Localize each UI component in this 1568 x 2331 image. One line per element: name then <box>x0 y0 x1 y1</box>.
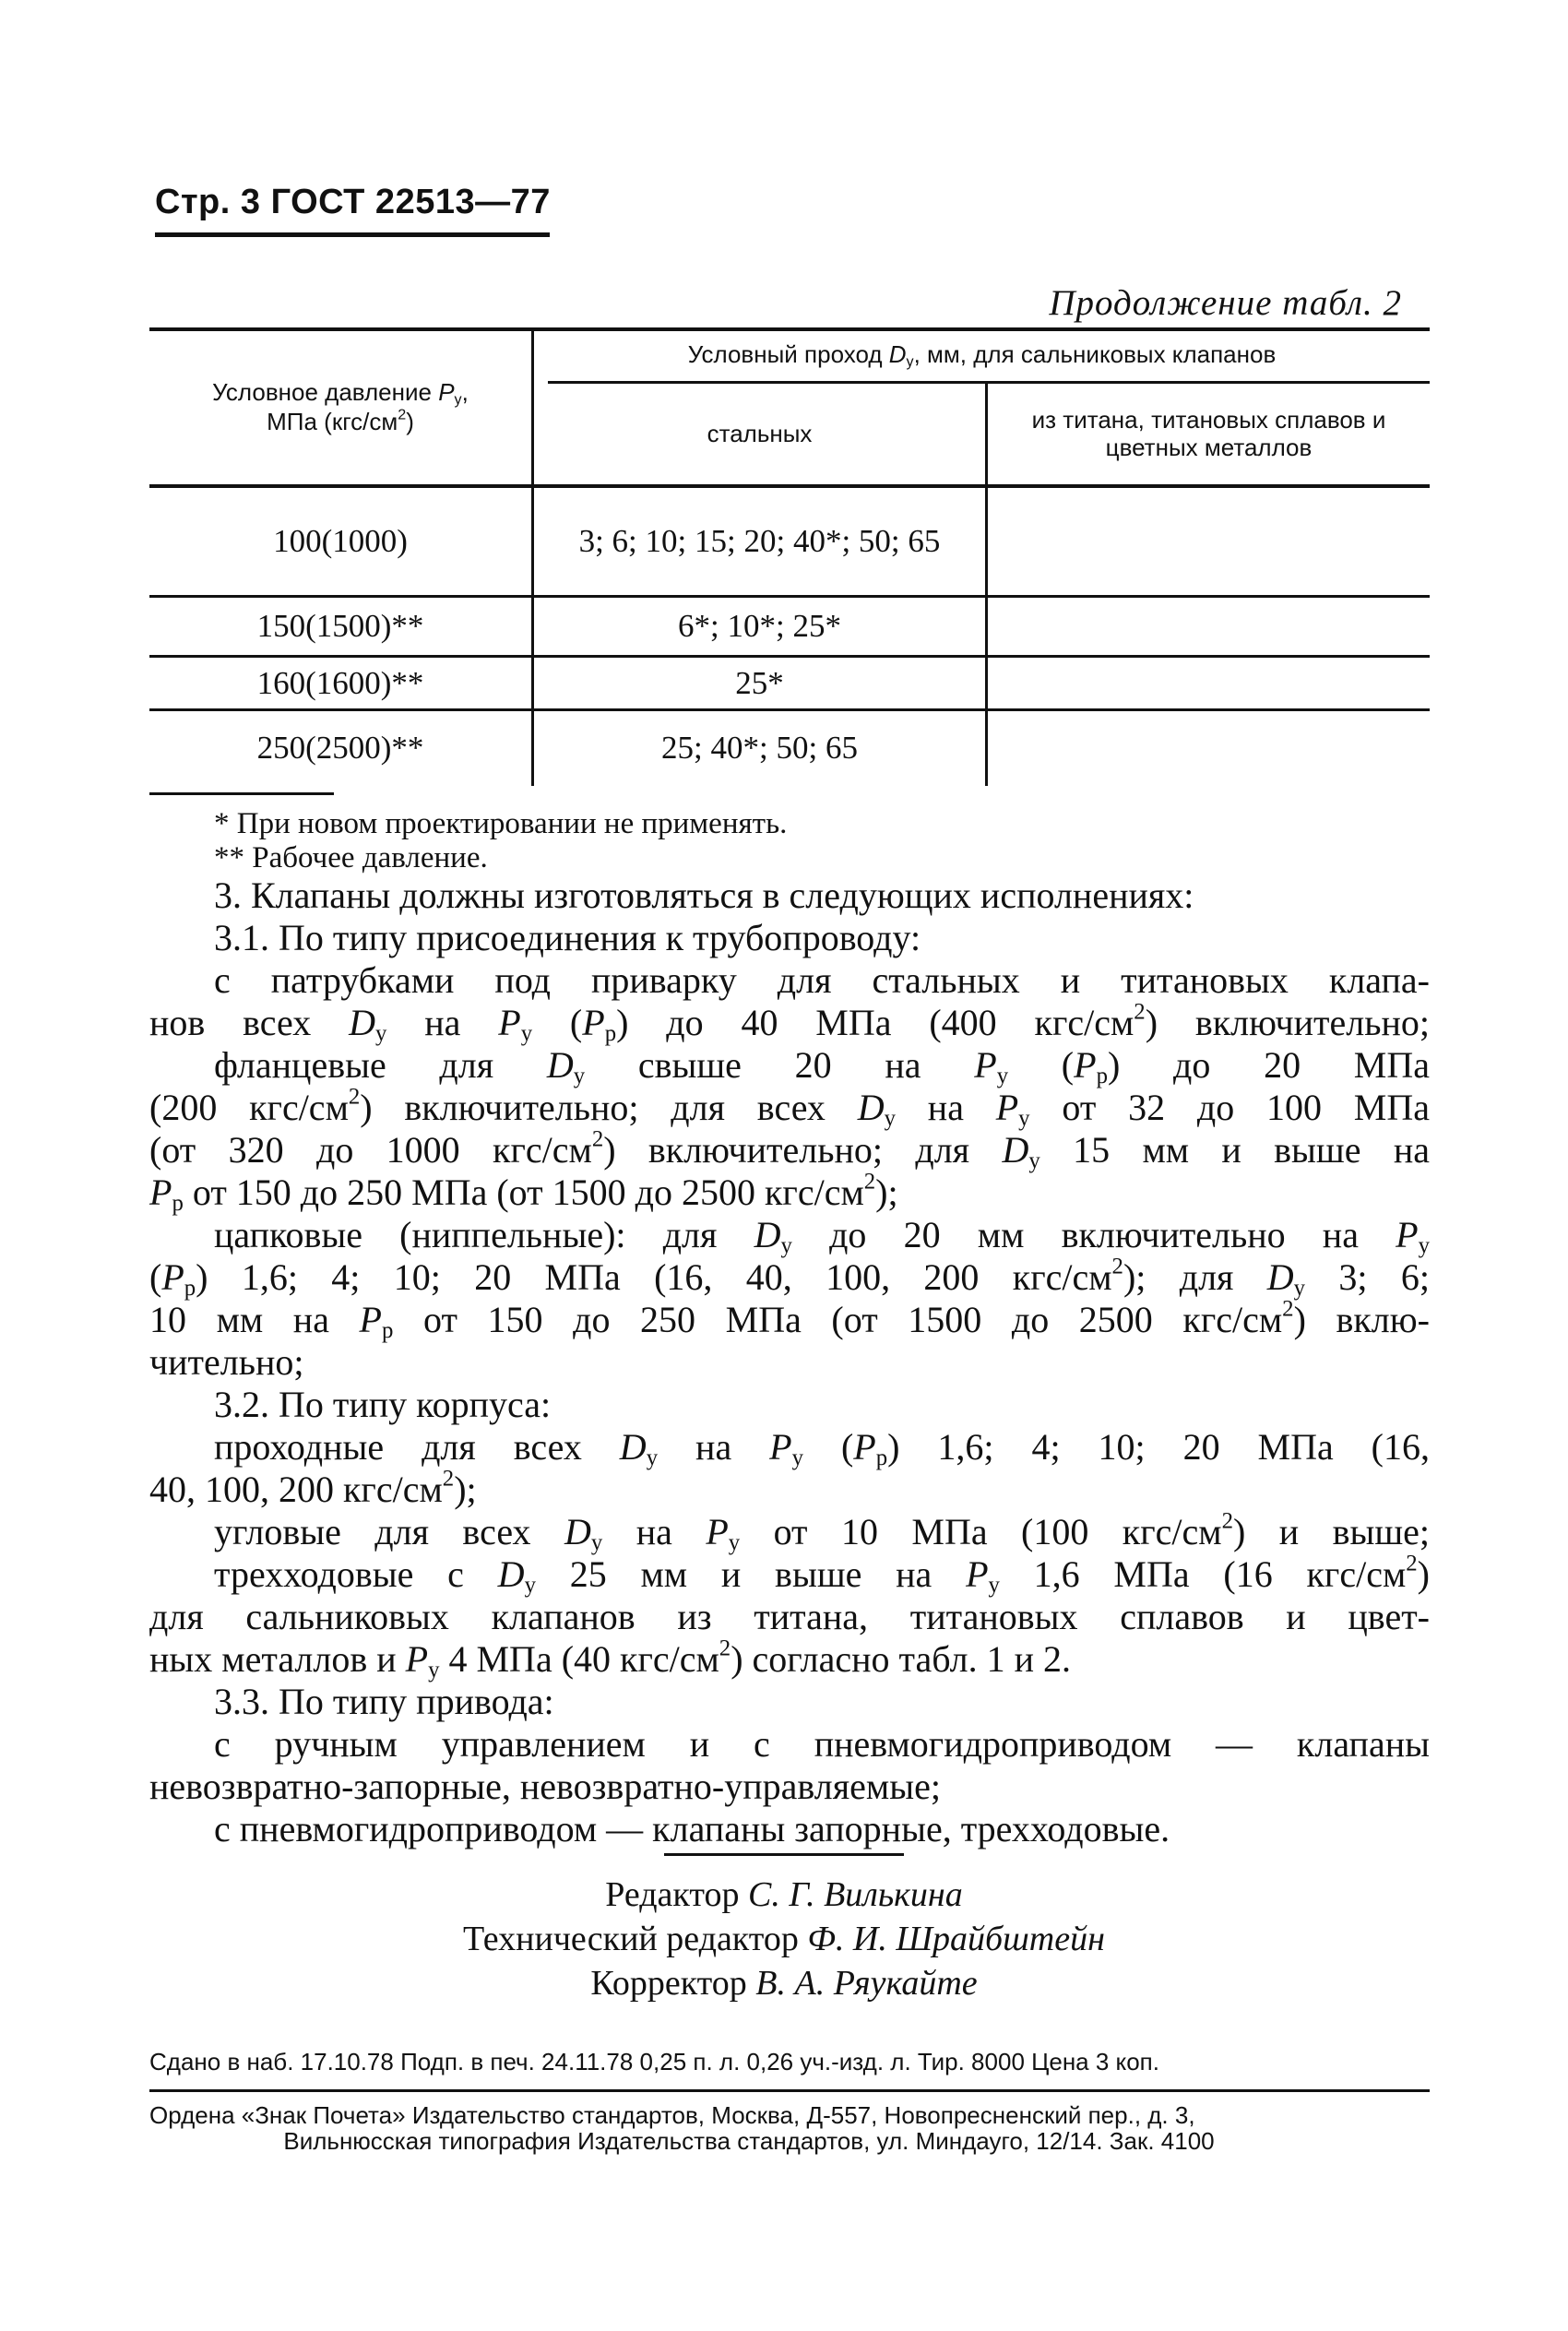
col-header-bore-group: Условный проход $D_у$, мм, для сальниковых клапанов <box>687 340 1277 371</box>
paragraph-line: для сальниковых клапанов из титана, титановых сплавов и цвет- <box>149 1596 1430 1637</box>
section-3-3-heading: 3.3. По типу привода: <box>214 1681 554 1722</box>
paragraph-line: проходные для всех $D_у$ на $P_у$ $(P_р)$ 1,6; 4; 10; 20 МПа (16, <box>214 1426 1431 1471</box>
credit-role: Редактор <box>605 1875 740 1914</box>
credit-corrector <box>0 1963 1568 2004</box>
imprint-rule <box>149 2089 1430 2092</box>
footnote-not-applicable: * При новом проектировании не применять. <box>214 807 788 840</box>
imprint-printer: Вильнюсская типография Издательства стандартов, ул. Миндауго, 12/14. Зак. 4100 <box>283 2127 1215 2155</box>
table-row-steel: 3; 6; 10; 15; 20; 40*; 50; 65 <box>578 523 941 559</box>
header-rule <box>155 232 550 237</box>
table-row-steel: 6*; 10*; 25* <box>678 608 841 644</box>
paragraph-line: цапковые (ниппельные): для $D_у$ до 20 мм включительно на $P_у$ <box>214 1214 1430 1259</box>
table-row-titanium <box>988 598 1430 655</box>
table-caption: Продолжение табл. 2 <box>1049 283 1402 323</box>
paragraph-line: трехходовые с $D_у$ 25 мм и выше на $P_у$ 1,6 МПа (16 кгс/$см^2$) <box>214 1551 1430 1599</box>
table-row-steel: 25; 40*; 50; 65 <box>661 730 858 766</box>
table-row-titanium <box>988 711 1430 785</box>
section-3-2-heading: 3.2. По типу корпуса: <box>214 1384 552 1425</box>
imprint-publisher: Ордена «Знак Почета» Издательство стандартов, Москва, Д-557, Новопресненский пер., д. 3, <box>149 2101 1195 2129</box>
imprint-print-data: Сдано в наб. 17.10.78 Подп. в печ. 24.11.78 0,25 п. л. 0,26 уч.-изд. л. Тир. 8000 Цена 3 коп. <box>149 2048 1159 2075</box>
section-3-heading: 3. Клапаны должны изготовляться в следующих исполнениях: <box>214 874 1194 916</box>
paragraph-line: угловые для всех $D_у$ на $P_у$ от 10 МПа (100 кгс/$см^2$) и выше; <box>214 1508 1431 1556</box>
col-header-steel: стальных <box>707 419 813 447</box>
paragraph-line: ных металлов и $P_у$ 4 МПа (40 кгс/$см^2$) согласно табл. 1 и 2. <box>149 1635 1071 1683</box>
credit-person: С. Г. Вилькина <box>747 1875 963 1914</box>
paragraph-line: 10 мм на $P_р$ от 150 до 250 МПа (от 1500 до 2500 кгс/$см^2$) вклю- <box>149 1296 1430 1344</box>
table-row-pressure: 160(1600)** <box>256 664 424 701</box>
paragraph-line: невозвратно-запорные, невозвратно-управляемые; <box>149 1766 941 1807</box>
paragraph-line: с пневмогидроприводом — клапаны запорные, трехходовые. <box>214 1808 1170 1849</box>
paragraph-line: $P_р$ от 150 до 250 МПа (от 1500 до 2500 кгс/$см^2$); <box>149 1169 898 1217</box>
col-header-pressure: Условное давление $P_у$, МПа $(кгс/см^2)$ <box>212 378 469 435</box>
table-row-steel: 25* <box>735 664 784 701</box>
nominal-bore-table <box>149 327 1430 789</box>
footnote-working-pressure: ** Рабочее давление. <box>214 841 488 874</box>
paragraph-line: нов всех $D_у$ на $P_у$ $(P_р)$ до 40 МПа (400 кгс/$см^2$) включительно; <box>149 999 1430 1047</box>
paragraph-line: фланцевые для $D_у$ свыше 20 на $P_у$ $(P_р)$ до 20 МПа <box>214 1044 1431 1089</box>
credit-role: Технический редактор <box>463 1920 799 1958</box>
paragraph-line: (200 кгс/$см^2$) включительно; для всех $D_у$ на $P_у$ от 32 до 100 МПа <box>149 1084 1431 1132</box>
table-row-titanium <box>988 488 1430 595</box>
page-header: Стр. 3 ГОСТ 22513—77 <box>155 183 551 221</box>
credit-editor <box>0 1874 1568 1915</box>
paragraph-line: $(P_р)$ 1,6; 4; 10; 20 МПа (16, 40, 100, 200 кгс/$см^2$); для $D_у$ 3; 6; <box>149 1254 1430 1302</box>
credit-technical-editor <box>0 1919 1568 1959</box>
table-end-rule <box>149 792 334 795</box>
table-row-pressure: 250(2500)** <box>256 730 424 766</box>
paragraph-line: чительно; <box>149 1341 304 1383</box>
paragraph-line: с патрубками под приварку для стальных и титановых клапа- <box>214 959 1430 1001</box>
table-row-titanium <box>988 658 1430 708</box>
col-header-titanium: из титана, титановых сплавов и цветных металлов <box>1031 405 1386 461</box>
credits-rule <box>664 1853 904 1856</box>
paragraph-line: 40, 100, 200 кгс/$см^2$); <box>149 1466 477 1510</box>
paragraph-line: с ручным управлением и с пневмогидроприводом — клапаны <box>214 1723 1430 1765</box>
section-3-1-heading: 3.1. По типу присоединения к трубопроводу: <box>214 917 921 958</box>
credit-person: Ф. И. Шрайбштейн <box>807 1920 1105 1958</box>
paragraph-line: (от 320 до 1000 кгс/$см^2$) включительно; для $D_у$ 15 мм и выше на <box>149 1126 1430 1174</box>
table-row-pressure: 150(1500)** <box>256 608 424 644</box>
table-row-pressure: 100(1000) <box>273 523 408 559</box>
credit-person: В. А. Ряукайте <box>755 1964 978 2003</box>
credit-role: Корректор <box>590 1964 747 2003</box>
